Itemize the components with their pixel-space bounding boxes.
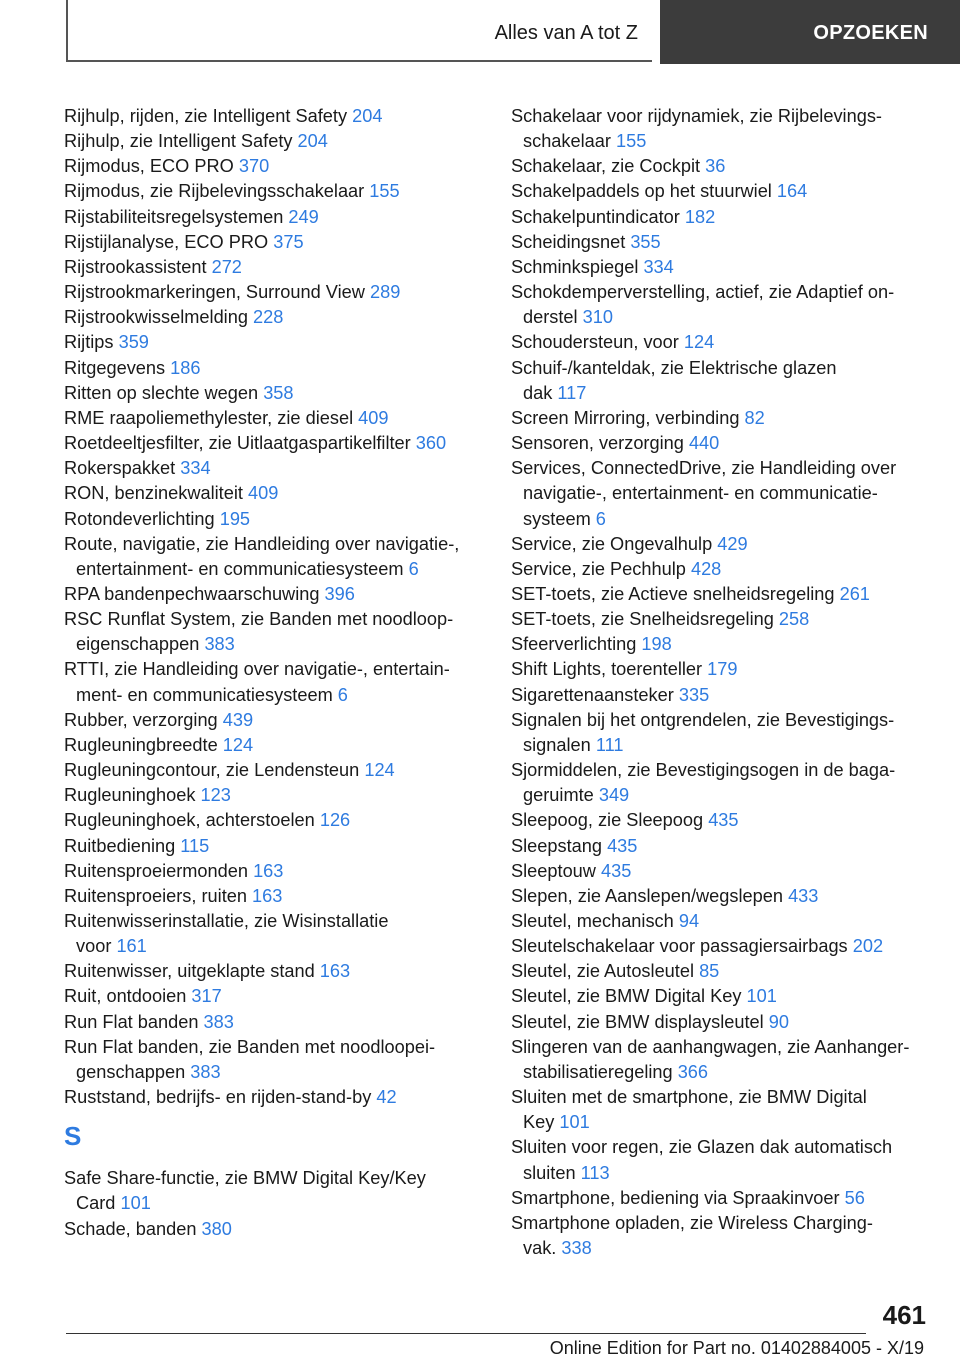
entry-text: Shift Lights, toerenteller [511,659,708,680]
entry-text: Schade, banden [64,1218,202,1239]
index-entry [511,356,933,406]
page-link[interactable]: 258 [778,609,810,630]
page-link[interactable]: 228 [253,307,284,328]
page-link[interactable]: 101 [559,1112,590,1133]
page-link[interactable]: 36 [705,156,726,177]
page-link[interactable]: 124 [222,734,254,755]
index-entry [64,1010,494,1035]
page-link[interactable]: 204 [297,131,328,152]
entry-text: Schakelaar voor rijdynamiek, zie Rijbelevings- schakelaar [511,106,882,152]
index-entry [511,632,933,657]
page-link[interactable]: 355 [630,231,661,252]
entry-text: Ruitensproeiers, ruiten [64,885,253,906]
index-entry [64,1166,494,1216]
index-entry [64,1035,494,1085]
page-link[interactable]: 6 [337,684,348,705]
entry-text: Rijstrookassistent [64,256,212,277]
page-link[interactable]: 433 [788,885,819,906]
page-link[interactable]: 439 [222,709,254,730]
entry-text: RSC Runflat System, zie Banden met noodloop- eigenschappen [64,609,454,655]
index-entry [511,758,933,808]
index-entry [64,356,494,381]
entry-text: RPA bandenpechwaarschuwing [64,583,325,604]
entry-text: Rotondeverlichting [64,508,220,529]
index-entry [511,984,933,1009]
entry-text: Rijstabiliteitsregelsystemen [64,206,289,227]
entry-text: Sjormiddelen, zie Bevestigingsogen in de baga- geruimte [511,760,896,806]
page-link[interactable]: 334 [643,256,674,277]
entry-text: Rijhulp, rijden, zie Intelligent Safety [64,106,353,126]
page-link[interactable]: 123 [200,785,231,806]
entry-text: Rugleuninghoek, achterstoelen [64,810,320,831]
page-link[interactable]: 6 [595,508,606,529]
page-link[interactable]: 56 [844,1187,865,1208]
entry-text: Sensoren, verzorging [511,433,689,454]
index-entry [64,984,494,1009]
index-entry [511,859,933,884]
entry-text: Ritten op slechte wegen [64,382,264,403]
entry-text: Smartphone opladen, zie Wireless Charging- vak. [511,1212,873,1259]
page-link[interactable]: 358 [263,382,294,403]
index-entry [511,1211,933,1261]
page-link[interactable]: 335 [678,684,710,705]
index-entry [64,532,494,582]
entry-text: Rubber, verzorging [64,709,223,730]
index-entry [64,456,494,481]
index-entry [511,934,933,959]
index-entry [511,205,933,230]
entry-text: Ritgegevens [64,357,171,378]
page-link[interactable]: 126 [319,810,351,831]
index-entry [64,481,494,506]
index-entry [64,205,494,230]
index-entry [64,507,494,532]
entry-text: Rugleuninghoek [64,785,201,806]
entry-text: Sleutel, zie BMW Digital Key [511,986,747,1007]
opzoeken-tab[interactable] [660,0,960,64]
page-link[interactable]: 179 [707,659,738,680]
index-entry [64,909,494,959]
index-entry [64,708,494,733]
entry-text: Service, zie Ongevalhulp [511,533,718,554]
page-link[interactable]: 164 [776,181,808,202]
page-link[interactable]: 396 [324,583,355,604]
page-link[interactable]: 360 [415,433,447,454]
entry-text: Sleutel, mechanisch [511,911,679,931]
page-link[interactable]: 435 [708,810,739,831]
index-entry [64,758,494,783]
entry-text: Rokerspakket [64,458,181,479]
page-link[interactable]: 155 [369,181,400,202]
entry-text: Safe Share-functie, zie BMW Digital Key/Key Card [64,1168,426,1214]
page-link[interactable]: 6 [408,558,419,579]
entry-text: Rugleuningcontour, zie Lendensteun [64,760,365,781]
page-link[interactable]: 204 [352,106,383,126]
index-entry [64,808,494,833]
index-entry [511,1035,933,1085]
entry-text: Rijmodus, ECO PRO [64,156,239,177]
entry-text: Ruit, ontdooien [64,986,192,1007]
entry-text: Ruitenwisser, uitgeklapte stand [64,961,320,982]
index-entry [511,1085,933,1135]
page-link[interactable]: 383 [204,634,235,655]
index-entry [64,783,494,808]
page-link[interactable]: 163 [253,860,284,881]
index-entry [64,305,494,330]
index-entry [511,1010,933,1035]
entry-text: Sigarettenaansteker [511,684,679,705]
index-entry [64,884,494,909]
index-column-right [511,104,933,1261]
entry-text: Rijmodus, zie Rijbelevingsschakelaar [64,181,370,202]
index-entry [64,733,494,758]
page-link[interactable]: 124 [683,332,715,353]
entry-text: Screen Mirroring, verbinding [511,407,745,428]
entry-text: Sleutel, zie Autosleutel [511,961,700,982]
entry-text: Ruststand, bedrijfs- en rijden-stand-by [64,1087,377,1108]
page-link[interactable]: 349 [598,785,630,806]
entry-text: Sluiten met de smartphone, zie BMW Digital Key [511,1087,867,1133]
entry-text: Rijstrookmarkeringen, Surround View [64,282,370,303]
entry-text: Service, zie Pechhulp [511,558,691,579]
entry-text: Services, ConnectedDrive, zie Handleiding over navigatie-, entertainment- en communicatie- systeem [511,458,897,529]
entry-text: Smartphone, bediening via Spraakinvoer [511,1187,845,1208]
page-link[interactable]: 317 [191,986,222,1007]
section-title: Alles van A tot Z [494,22,638,44]
entry-text: Sluiten voor regen, zie Glazen dak automatisch sluiten [511,1137,893,1183]
index-entry [511,179,933,204]
entry-text: Schoudersteun, voor [511,332,684,353]
page-link[interactable]: 163 [252,885,283,906]
index-entry [64,406,494,431]
page-link[interactable]: 359 [118,332,149,353]
index-entry [511,808,933,833]
index-entry [64,657,494,707]
entry-text: Schakelaar, zie Cockpit [511,156,706,177]
entry-text: Route, navigatie, zie Handleiding over navigatie-, entertainment- en communicatiesysteem [64,533,460,579]
index-entry [64,431,494,456]
entry-text: Ruitenwisserinstallatie, zie Wisinstallatie voor [64,911,389,957]
entry-text: Sleepoog, zie Sleepoog [511,810,709,831]
page-link[interactable]: 42 [376,1087,397,1108]
entry-text: SET-toets, zie Actieve snelheidsregeling [511,583,840,604]
entry-text: RME raapoliemethylester, zie diesel [64,407,359,428]
page-link[interactable]: 375 [273,231,304,252]
index-entry [64,1085,494,1110]
entry-text: Signalen bij het ontgrendelen, zie Bevestigings- signalen [511,709,895,755]
page-link[interactable]: 334 [180,458,211,479]
entry-text: Slepen, zie Aanslepen/wegslepen [511,885,789,906]
page-link[interactable]: 370 [238,156,270,177]
index-entry [511,532,933,557]
page-link[interactable]: 155 [616,131,647,152]
page-link[interactable]: 409 [247,483,279,504]
index-entry [511,406,933,431]
page-link[interactable]: 94 [678,911,700,931]
entry-text: Schakelpaddels op het stuurwiel [511,181,777,202]
page-link[interactable]: 161 [116,936,147,957]
left-entries-after [64,1166,494,1241]
entry-text: Roetdeeltjesfilter, zie Uitlaatgaspartikelfilter [64,433,416,454]
entry-text: Schokdemperverstelling, actief, zie Adaptief on- derstel [511,282,895,328]
index-entry [64,129,494,154]
page-link[interactable]: 366 [677,1061,709,1082]
index-entry [511,330,933,355]
page-number: 461 [882,1300,926,1330]
page-link[interactable]: 101 [746,986,777,1007]
page-link[interactable]: 124 [364,760,395,781]
index-entry [64,834,494,859]
entry-text: Run Flat banden, zie Banden met noodloopei- genschappen [64,1036,436,1082]
index-entry [511,1186,933,1211]
page-link[interactable]: 338 [561,1238,592,1259]
entry-text: Rijstrookwisselmelding [64,307,254,328]
entry-text: Slingeren van de aanhangwagen, zie Aanhanger- stabilisatieregeling [511,1036,910,1082]
page-link[interactable]: 115 [180,835,210,856]
entry-text: Run Flat banden [64,1011,204,1032]
index-entry [64,330,494,355]
left-entries [64,104,494,1110]
index-entry [511,255,933,280]
index-entry [64,179,494,204]
entry-text: Ruitbediening [64,835,181,856]
index-entry [511,557,933,582]
index-entry [64,582,494,607]
index-column-left [64,104,494,1242]
opzoeken-tab-label: OPZOEKEN [813,22,928,44]
entry-text: Rijstijlanalyse, ECO PRO [64,231,274,252]
entry-text: Schakelpuntindicator [511,206,685,227]
section-letter-s: S [64,1121,82,1152]
page-link[interactable]: 101 [120,1193,151,1214]
page-link[interactable]: 435 [601,860,632,881]
index-entry [511,708,933,758]
page-link[interactable]: 435 [607,835,638,856]
entry-text: RON, benzinekwaliteit [64,483,248,504]
index-entry [511,884,933,909]
page-link[interactable]: 383 [190,1061,221,1082]
page-link[interactable]: 182 [684,206,716,227]
page-link[interactable]: 429 [717,533,748,554]
index-entry [64,607,494,657]
entry-text: Rijtips [64,332,119,353]
footer-edition: Online Edition for Part no. 01402884005 - X/19 [549,1338,924,1358]
index-entry [511,456,933,531]
page-link[interactable]: 202 [852,936,884,957]
entry-text: Rugleuningbreedte [64,734,223,755]
footer-rule [66,1333,866,1334]
index-entry [64,381,494,406]
page-link[interactable]: 409 [358,407,389,428]
index-entry [511,104,933,154]
page-link[interactable]: 249 [288,206,319,227]
entry-text: Sfeerverlichting [511,634,642,655]
page-link[interactable]: 163 [319,961,351,982]
index-entry [64,959,494,984]
index-entry [64,859,494,884]
entry-text: Ruitensproeiermonden [64,860,254,881]
page-link[interactable]: 383 [203,1011,234,1032]
entry-text: Sleepstang [511,835,608,856]
page-link[interactable]: 380 [201,1218,232,1239]
page-link[interactable]: 310 [582,307,614,328]
page-link[interactable]: 186 [170,357,201,378]
index-entry [511,683,933,708]
index-entry [511,230,933,255]
entry-text: Sleeptouw [511,860,601,881]
index-entry [511,1135,933,1185]
index-entry [511,959,933,984]
page-link[interactable]: 117 [557,382,587,403]
index-entry [64,230,494,255]
page-link[interactable]: 428 [690,558,722,579]
index-entry [64,280,494,305]
entry-text: Schuif-/kanteldak, zie Elektrische glazen dak [511,357,837,403]
index-entry [64,154,494,179]
index-entry [64,255,494,280]
index-entry [511,607,933,632]
entry-text: Scheidingsnet [511,231,631,252]
index-entry [511,657,933,682]
index-entry [511,834,933,859]
index-entry [511,280,933,330]
page-link[interactable]: 111 [595,734,624,755]
entry-text: Sleutelschakelaar voor passagiersairbags [511,936,853,957]
page-link[interactable]: 440 [688,433,720,454]
entry-text: SET-toets, zie Snelheidsregeling [511,609,779,630]
page-link[interactable]: 113 [580,1162,610,1183]
entry-text: Schminkspiegel [511,256,644,277]
page-link[interactable]: 198 [641,634,672,655]
page-link[interactable]: 90 [768,1011,789,1032]
page-link[interactable]: 289 [369,282,401,303]
page-link[interactable]: 85 [699,961,720,982]
page-link[interactable]: 272 [211,256,242,277]
index-entry [64,104,494,129]
page-link[interactable]: 261 [839,583,870,604]
index-entry [511,154,933,179]
entry-text: Rijhulp, zie Intelligent Safety [64,131,298,152]
right-entries [511,104,933,1261]
index-entry [64,1217,494,1242]
index-entry [511,909,933,934]
index-entry [511,431,933,456]
page-link[interactable]: 195 [219,508,251,529]
entry-text: Sleutel, zie BMW displaysleutel [511,1011,769,1032]
entry-text: RTTI, zie Handleiding over navigatie-, entertain- ment- en communicatiesysteem [64,659,450,705]
page-link[interactable]: 82 [744,407,765,428]
index-entry [511,582,933,607]
